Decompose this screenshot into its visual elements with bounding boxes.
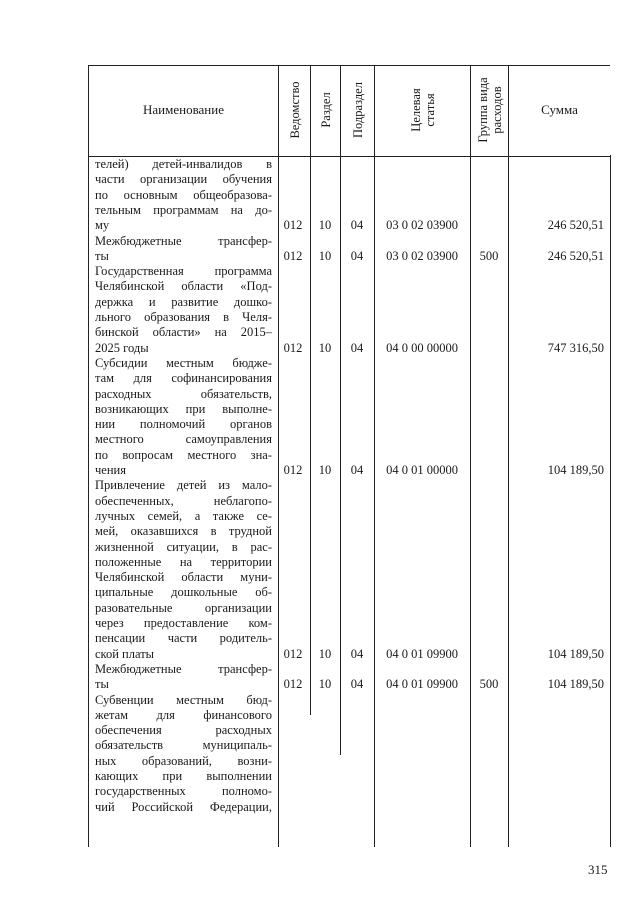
page-number: 315 xyxy=(588,862,608,877)
column-rule xyxy=(508,155,509,847)
name-line: держка и развитие дошко- xyxy=(95,294,272,309)
cell-celevaya: 03 0 02 03900 xyxy=(386,248,458,263)
cell-podrazdel: 04 xyxy=(350,463,364,477)
name-line: жизненной ситуации, в рас- xyxy=(95,539,272,554)
name-line: через предоставление ком- xyxy=(95,616,272,630)
name-line: кающих при выполнении xyxy=(95,769,272,783)
cell-ved: 012 xyxy=(283,218,303,233)
name-line: нии полномочий органов xyxy=(95,417,272,432)
cell-summa: 747 316,50 xyxy=(547,340,604,355)
name-line: возникающих при выполне- xyxy=(95,401,272,416)
cell-ved: 012 xyxy=(283,248,303,263)
header-podrazdel xyxy=(340,65,374,155)
header-podrazdel-text: Подраздел xyxy=(350,82,365,138)
name-line: обеспеченных, неблагопо- xyxy=(95,493,272,508)
cell-ved: 012 xyxy=(283,463,303,477)
name-line: чения xyxy=(95,463,126,477)
name-line: обязательств муниципаль- xyxy=(95,738,272,753)
name-line: Субвенции местным бюд- xyxy=(95,692,272,707)
cell-razdel: 10 xyxy=(318,248,332,263)
name-line: телей) детей-инвалидов в xyxy=(95,157,272,171)
cell-podrazdel: 04 xyxy=(350,248,364,263)
cell-podrazdel: 04 xyxy=(350,646,364,661)
header-name-text: Наименование xyxy=(143,102,224,117)
name-line: тельным программам на до- xyxy=(95,202,272,217)
header-gruppa-text xyxy=(476,77,504,142)
name-line: по основным общеобразова- xyxy=(95,187,272,202)
column-rule xyxy=(310,155,311,715)
name-line: ципальные дошкольные об- xyxy=(95,585,272,600)
name-line: Челябинской области муни- xyxy=(95,570,272,585)
name-line: Межбюджетные трансфер- xyxy=(95,661,272,676)
cell-celevaya: 04 0 01 09900 xyxy=(386,646,458,661)
cell-razdel: 10 xyxy=(318,646,332,661)
cell-podrazdel: 04 xyxy=(350,218,364,233)
header-ved xyxy=(278,65,310,155)
name-line: мей, оказавшихся в трудной xyxy=(95,524,272,539)
header-celevaya-line2: статья xyxy=(422,93,437,127)
column-rule xyxy=(610,155,611,847)
name-line: разовательные организации xyxy=(95,600,272,615)
name-line: 2025 годы xyxy=(95,340,149,355)
name-line: там для софинансирования xyxy=(95,371,272,386)
cell-summa: 246 520,51 xyxy=(547,248,604,263)
name-line: Государственная программа xyxy=(95,264,272,279)
name-line: ской платы xyxy=(95,646,155,661)
cell-celevaya: 04 0 01 00000 xyxy=(386,463,458,477)
name-line: по вопросам местного зна- xyxy=(95,447,272,462)
cell-razdel: 10 xyxy=(318,677,332,692)
name-line: Субсидии местным бюдже- xyxy=(95,355,272,370)
name-line: положенные на территории xyxy=(95,554,272,569)
name-line: чий Российской Федерации, xyxy=(95,799,272,814)
name-line: ты xyxy=(95,248,109,263)
cell-celevaya: 04 0 01 09900 xyxy=(386,677,458,692)
name-line: пенсации части родитель- xyxy=(95,631,272,646)
name-line: обеспечения расходных xyxy=(95,723,272,738)
header-celevaya-text xyxy=(409,88,437,131)
header-gruppa-line2: расходов xyxy=(489,86,504,134)
name-line: расходных обязательств, xyxy=(95,386,272,401)
cell-ved: 012 xyxy=(283,646,303,661)
cell-gruppa: 500 xyxy=(479,677,499,692)
cell-summa: 104 189,50 xyxy=(547,677,604,692)
name-line: Привлечение детей из мало- xyxy=(95,478,272,493)
name-line: Межбюджетные трансфер- xyxy=(95,233,272,248)
cell-summa: 104 189,50 xyxy=(547,646,604,661)
header-summa xyxy=(508,65,610,155)
column-rule xyxy=(88,155,89,847)
name-line: местного самоуправления xyxy=(95,432,272,447)
name-line: государственных полномо- xyxy=(95,784,272,799)
column-rule xyxy=(340,155,341,755)
header-summa-text: Сумма xyxy=(541,102,578,117)
cell-razdel: 10 xyxy=(318,463,332,477)
name-line: ных образований, возни- xyxy=(95,753,272,768)
cell-razdel: 10 xyxy=(318,340,332,355)
cell-ved: 012 xyxy=(283,340,303,355)
cell-podrazdel: 04 xyxy=(350,677,364,692)
cell-podrazdel: 04 xyxy=(350,340,364,355)
name-line: жетам для финансового xyxy=(95,707,272,722)
header-gruppa-line1: Группа вида xyxy=(475,77,490,143)
name-line: лучных семей, а также се- xyxy=(95,508,272,523)
name-line: бинской области» на 2015– xyxy=(95,325,272,340)
name-line: части организации обучения xyxy=(95,172,272,187)
cell-gruppa: 500 xyxy=(479,248,499,263)
name-line: ты xyxy=(95,677,109,692)
cell-summa: 246 520,51 xyxy=(547,218,604,233)
name-line: му xyxy=(95,218,110,233)
cell-celevaya: 03 0 02 03900 xyxy=(386,218,458,233)
name-line: Челябинской области «Под- xyxy=(95,279,272,294)
header-razdel-text: Раздел xyxy=(318,92,333,128)
header-name xyxy=(88,65,278,155)
header-celevaya-line1: Целевая xyxy=(408,88,423,132)
cell-ved: 012 xyxy=(283,677,303,692)
header-gruppa xyxy=(470,65,508,155)
cell-summa: 104 189,50 xyxy=(547,463,604,477)
name-line: льного образования в Челя- xyxy=(95,310,272,324)
header-ved-text: Ведомство xyxy=(287,81,302,139)
cell-celevaya: 04 0 00 00000 xyxy=(386,340,458,355)
header-razdel xyxy=(310,65,340,155)
cell-razdel: 10 xyxy=(318,218,332,233)
header-celevaya xyxy=(374,65,470,155)
